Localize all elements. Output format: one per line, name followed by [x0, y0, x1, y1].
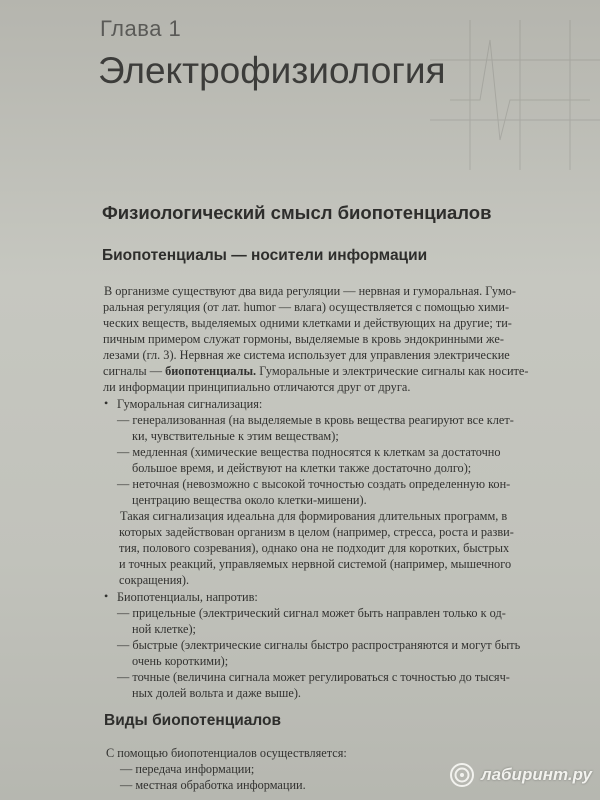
- chapter-label: Глава 1: [100, 16, 182, 41]
- body-line: С помощью биопотенциалов осуществляется:: [106, 746, 347, 760]
- list-item: — генерализованная (на выделяемые в кровь вещества реагируют все клет-: [117, 413, 514, 427]
- note-line: которых задействован организм в целом (например, стресса, роста и разви-: [119, 525, 514, 539]
- chapter-title: Электрофизиология: [98, 50, 446, 91]
- list-item-cont: центрацию вещества около клетки-мишени).: [132, 493, 367, 507]
- list-item-cont: ных долей вольта и даже выше).: [132, 686, 301, 700]
- intro-text: Гуморальные и электрические сигналы как носите-: [256, 364, 529, 378]
- note-line: Такая сигнализация идеальна для формирования длительных программ, в: [120, 509, 508, 523]
- intro-line: ральная регуляция (от лат. humor — влага) осуществляется с помощью хими-: [103, 300, 510, 314]
- section-heading: Физиологический смысл биопотенциалов: [102, 202, 492, 223]
- bullet-marker: •: [104, 589, 109, 603]
- list-item: — точные (величина сигнала может регулироваться с точностью до тысяч-: [117, 670, 510, 684]
- list-item: — передача информации;: [120, 762, 255, 776]
- intro-line: ли информации принципиально отличаются друг от друга.: [103, 380, 411, 394]
- list-item-cont: ки, чувствительные к этим веществам);: [132, 429, 339, 443]
- list-item-cont: ной клетке);: [132, 622, 196, 636]
- list-item-cont: большое время, и действуют на клетки также достаточно долго);: [132, 461, 472, 475]
- note-line: и точных реакций, управляемых нервной системой (например, мышечного: [119, 557, 512, 571]
- labirint-logo-icon: [449, 762, 475, 788]
- list-item: — быстрые (электрические сигналы быстро распространяются и могут быть: [117, 638, 521, 652]
- term-bold: биопотенциалы.: [165, 364, 257, 378]
- watermark-text: лабиринт.ру: [481, 765, 592, 784]
- list-item: — неточная (невозможно с высокой точностью создать определенную кон-: [117, 477, 511, 491]
- list-item-cont: очень короткими);: [132, 654, 229, 668]
- bullet-marker: •: [104, 396, 109, 410]
- intro-text: сигналы —: [103, 364, 166, 378]
- subsection-heading: Виды биопотенциалов: [104, 712, 282, 729]
- watermark: [449, 762, 592, 788]
- intro-line: пичным примером служат гормоны, выделяемые в кровь эндокринными же-: [103, 332, 504, 346]
- note-line: тия, полового созревания), однако она не подходит для коротких, быстрых: [119, 541, 510, 555]
- note-line: сокращения).: [119, 573, 190, 587]
- intro-line: В организме существуют два вида регуляции — нервная и гуморальная. Гумо-: [104, 284, 516, 298]
- intro-line: лезами (гл. 3). Нервная же система использует для управления электрические: [103, 348, 510, 362]
- list-heading: Гуморальная сигнализация:: [117, 397, 263, 411]
- list-heading: Биопотенциалы, напротив:: [117, 590, 258, 604]
- subsection-heading: Биопотенциалы — носители информации: [102, 247, 428, 264]
- list-item: — медленная (химические вещества подносятся к клеткам за достаточно: [117, 445, 501, 459]
- intro-line: [103, 363, 528, 379]
- list-item: — прицельные (электрический сигнал может быть направлен только к од-: [117, 606, 506, 620]
- list-item: — местная обработка информации.: [120, 778, 306, 792]
- intro-line: ческих веществ, выделяемых одними клетками и действующих на другие; ти-: [103, 316, 512, 330]
